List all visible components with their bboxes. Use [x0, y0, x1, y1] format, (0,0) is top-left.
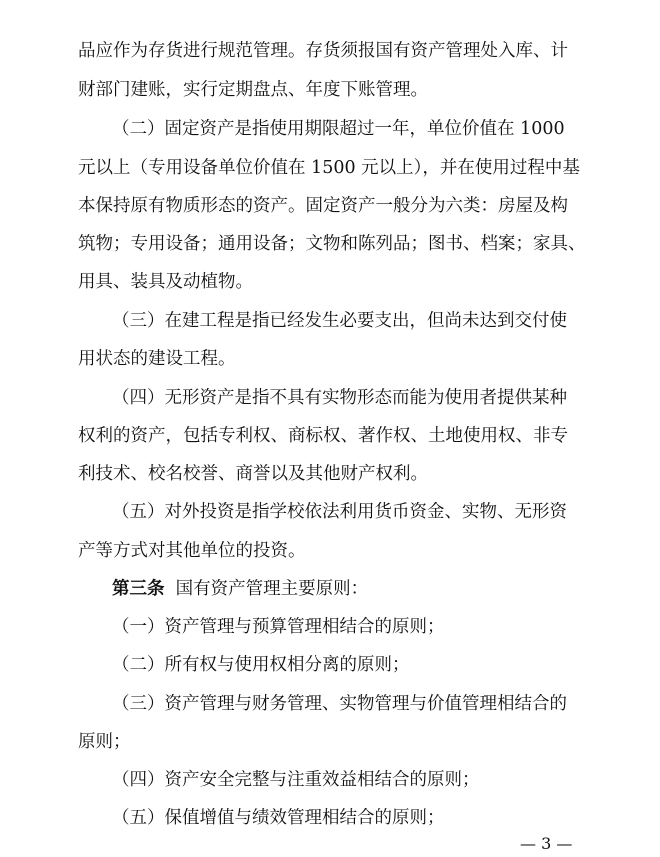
article-label: 第三条 [112, 579, 165, 599]
text-line: （二）固定资产是指使用期限超过一年，单位价值在 1000 [112, 119, 565, 139]
article-heading-line [0, 571, 660, 607]
page-number: — 3 — [520, 834, 573, 853]
text-line: 利技术、校名校誉、商誉以及其他财产权利。 [78, 464, 428, 484]
text-line: （四）资产安全完整与注重效益相结合的原则； [112, 770, 480, 790]
text-line: 元以上（专用设备单位价值在 1500 元以上），并在使用过程中基 [78, 158, 580, 178]
text-line: 产等方式对其他单位的投资。 [78, 541, 306, 561]
text-line: 筑物；专用设备；通用设备；文物和陈列品；图书、档案；家具、 [78, 234, 586, 254]
article-title: 国有资产管理主要原则： [175, 579, 369, 599]
text-line: 原则； [78, 732, 131, 752]
text-line: （四）无形资产是指不具有实物形态而能为使用者提供某种 [112, 388, 567, 408]
text-line: （一）资产管理与预算管理相结合的原则； [112, 617, 445, 637]
text-line: 财部门建账，实行定期盘点、年度下账管理。 [78, 80, 428, 100]
text-line: 品应作为存货进行规范管理。存货须报国有资产管理处入库、计 [78, 41, 568, 61]
text-line: （三）资产管理与财务管理、实物管理与价值管理相结合的 [112, 694, 567, 714]
text-line: 本保持原有物质形态的资产。固定资产一般分为六类：房屋及构 [78, 196, 568, 216]
text-line: 用状态的建设工程。 [78, 349, 236, 369]
text-line: （五）保值增值与绩效管理相结合的原则； [112, 808, 445, 828]
text-line: （五）对外投资是指学校依法利用货币资金、实物、无形资 [112, 502, 567, 522]
text-line: 权利的资产，包括专利权、商标权、著作权、土地使用权、非专 [78, 426, 568, 446]
text-line: （三）在建工程是指已经发生必要支出，但尚未达到交付使 [112, 311, 567, 331]
text-line: 用具、装具及动植物。 [78, 272, 253, 292]
text-line: （二）所有权与使用权相分离的原则； [112, 655, 410, 675]
